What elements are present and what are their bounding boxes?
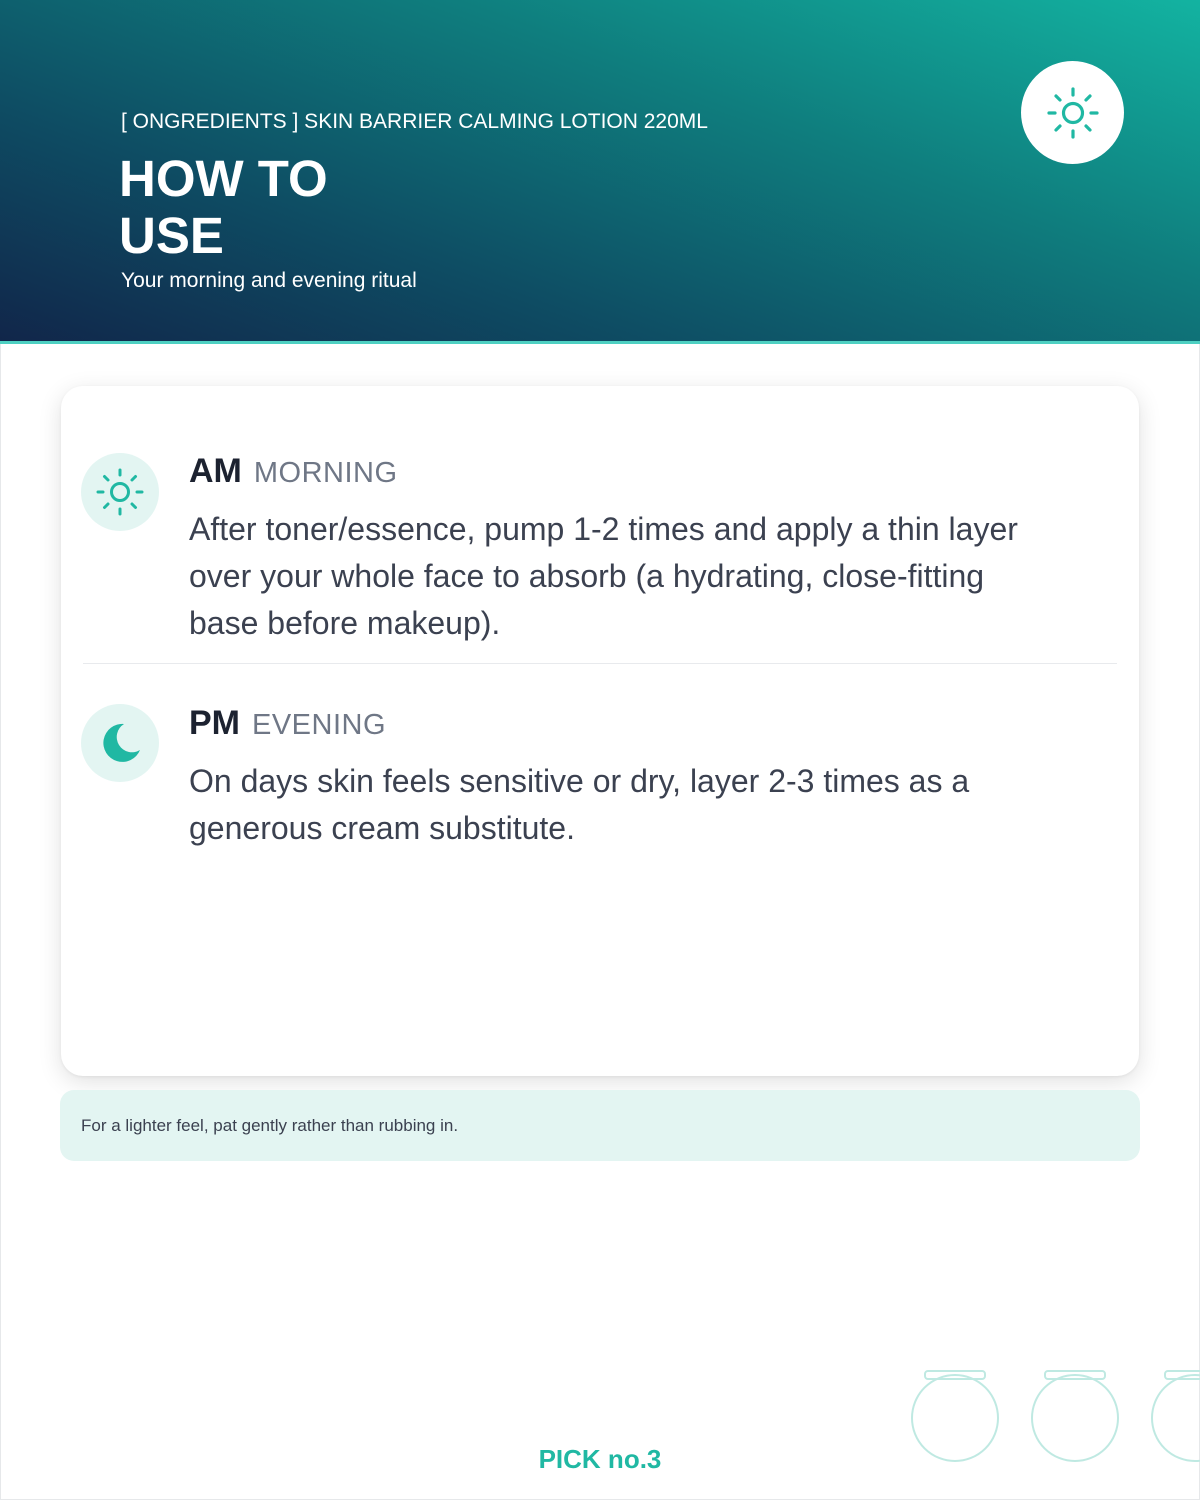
page-tagline: Your morning and evening ritual [121, 269, 417, 292]
title-line-2: USE [119, 207, 224, 264]
pm-text-line-1: On days skin feels sensitive or dry, layer 2-3 times as a [189, 763, 970, 799]
routine-card [61, 386, 1139, 1076]
sun-icon [1045, 85, 1101, 141]
am-text-line-2: over your whole face to absorb (a hydrating, close-fitting [189, 558, 985, 594]
header-banner [0, 0, 1200, 344]
page-title [119, 150, 519, 264]
moon-icon [94, 717, 146, 769]
title-line-1: HOW TO [119, 150, 328, 207]
am-text-line-3: base before makeup). [189, 605, 501, 641]
am-instructions [189, 506, 1018, 647]
sun-icon [94, 466, 146, 518]
am-text-line-1: After toner/essence, pump 1-2 times and apply a thin layer [189, 511, 1018, 547]
sun-badge [1021, 61, 1124, 164]
am-icon-badge [81, 453, 159, 531]
row-divider [83, 663, 1117, 664]
product-line: [ ONGREDIENTS ] SKIN BARRIER CALMING LOTION 220ML [121, 110, 708, 133]
pm-instructions [189, 758, 969, 852]
tip-box: For a lighter feel, pat gently rather than rubbing in. [60, 1090, 1140, 1161]
pick-number: PICK no.3 [538, 1444, 662, 1474]
am-label: MORNING [253, 457, 398, 489]
pm-icon-badge [81, 704, 159, 782]
pm-heading [189, 704, 386, 743]
am-heading [189, 452, 398, 491]
pm-code: PM [189, 704, 240, 742]
pm-label: EVENING [252, 709, 387, 741]
pm-text-line-2: generous cream substitute. [189, 810, 575, 846]
am-code: AM [189, 452, 242, 490]
